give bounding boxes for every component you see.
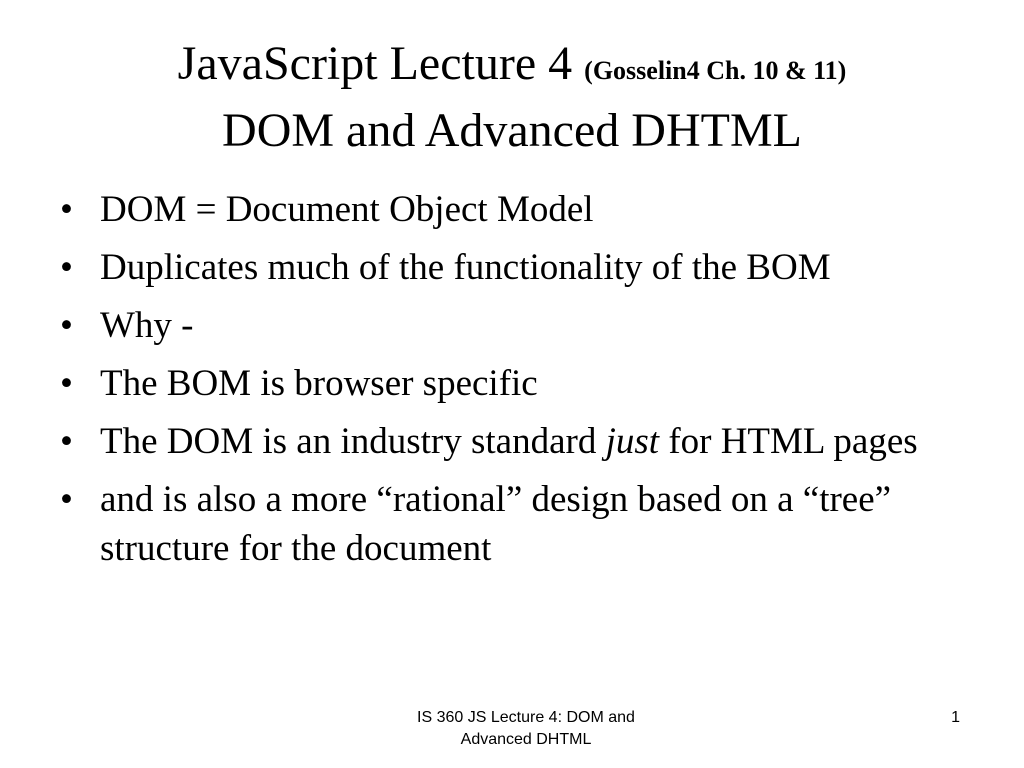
bullet-marker: • bbox=[60, 421, 73, 462]
bullet-text: Why - bbox=[100, 305, 194, 346]
bullet-text: DOM = Document Object Model bbox=[100, 189, 594, 230]
title-line-2: DOM and Advanced DHTML bbox=[222, 104, 802, 157]
bullet-list bbox=[58, 185, 978, 582]
bullet-marker: • bbox=[60, 363, 73, 404]
bullet-item bbox=[58, 301, 978, 350]
bullet-marker: • bbox=[60, 479, 73, 520]
title-main: JavaScript Lecture 4 bbox=[177, 37, 573, 90]
bullet-item bbox=[58, 243, 978, 292]
bullet-text: The BOM is browser specific bbox=[100, 363, 538, 404]
slide-footer bbox=[346, 707, 706, 751]
bullet-text: and is also a more “rational” design based on a “tree” structure for the document bbox=[100, 479, 892, 569]
bullet-text: Duplicates much of the functionality of the BOM bbox=[100, 247, 831, 288]
bullet-item bbox=[58, 359, 978, 408]
bullet-item bbox=[58, 475, 978, 573]
bullet-marker: • bbox=[60, 189, 73, 230]
bullet-marker: • bbox=[60, 305, 73, 346]
bullet-text-after: for HTML pages bbox=[659, 421, 918, 462]
bullet-emphasis: just bbox=[605, 421, 660, 462]
page-number: 1 bbox=[951, 709, 960, 726]
title-subtitle: (Gosselin4 Ch. 10 & 11) bbox=[584, 56, 847, 85]
slide-title bbox=[0, 34, 1024, 161]
footer-line-2: Advanced DHTML bbox=[460, 731, 592, 748]
bullet-item bbox=[58, 417, 978, 466]
bullet-text-before: The DOM is an industry standard bbox=[100, 421, 606, 462]
bullet-marker: • bbox=[60, 247, 73, 288]
footer-line-1: IS 360 JS Lecture 4: DOM and bbox=[417, 709, 635, 726]
bullet-item bbox=[58, 185, 978, 234]
